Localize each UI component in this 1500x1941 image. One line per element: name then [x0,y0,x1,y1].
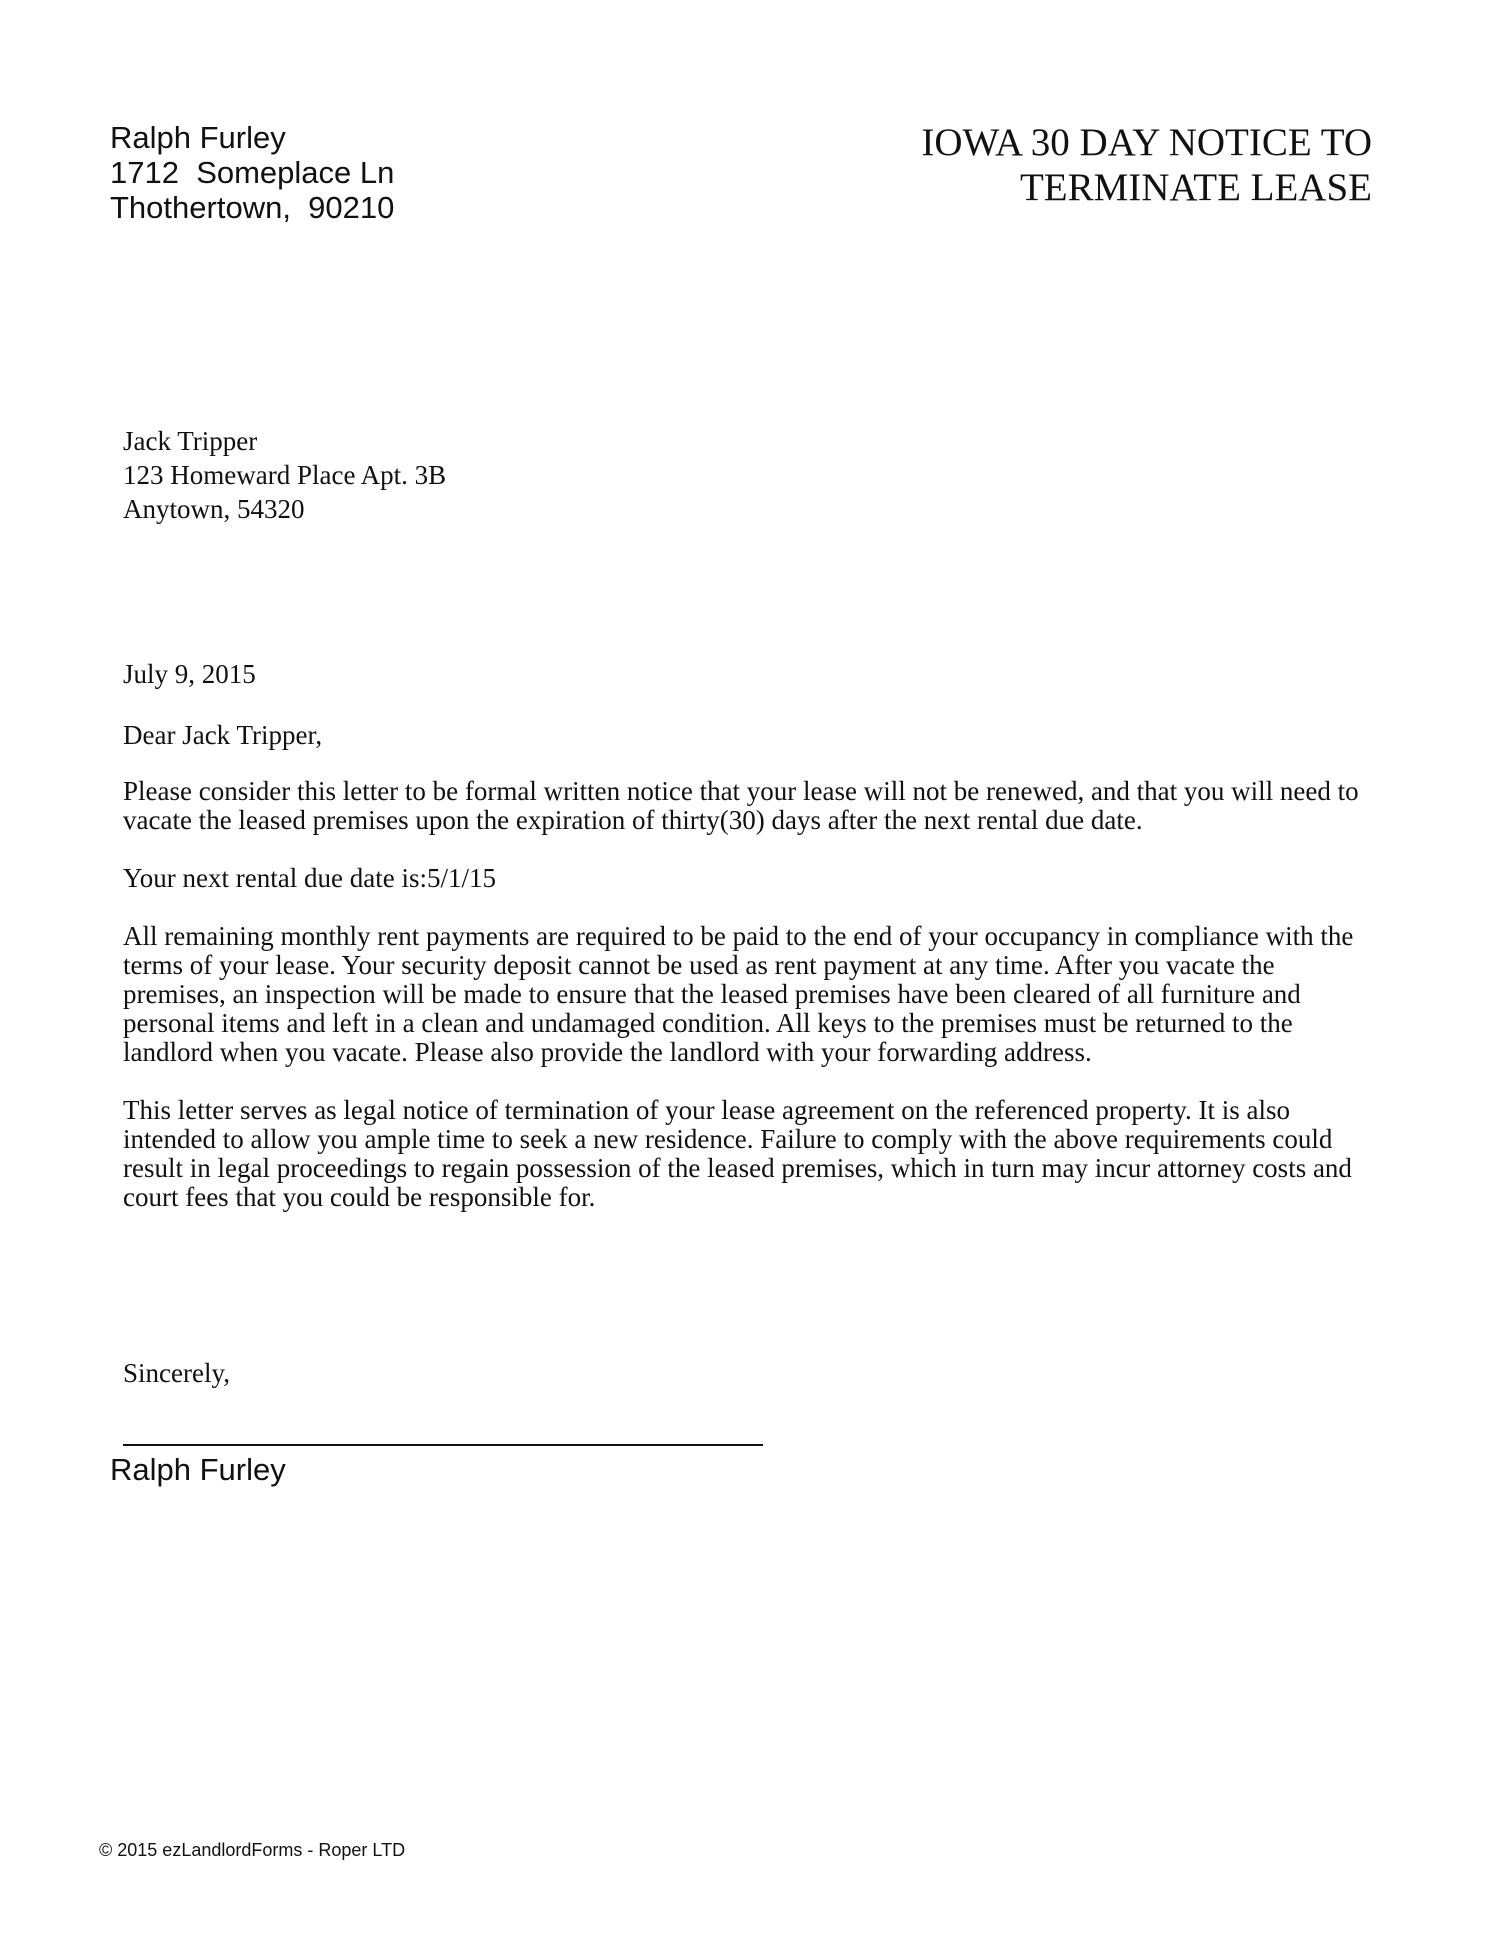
sender-address: 1712 Someplace Ln [110,155,395,190]
footer-copyright: © 2015 ezLandlordForms - Roper LTD [99,1840,406,1860]
recipient-city: Anytown, 54320 [123,494,305,524]
letter-body [123,660,1383,1241]
letter-closing: Sincerely, [123,1358,230,1388]
paragraph-notice: Please consider this letter to be formal written notice that your lease will not be renewed, and that you will need to vacate the leased premises upon the expiration of thirty(30) days after the next rental due date. [123,776,1359,835]
sender-name: Ralph Furley [110,120,286,155]
signature-line [123,1444,763,1446]
sender-block [110,120,394,225]
sender-city: Thothertown, 90210 [110,190,395,225]
paragraph-legal: This letter serves as legal notice of termination of your lease agreement on the referenced property. It is also intended to allow you ample time to seek a new residence. Failure to comply with the above requirements could result in legal proceedings to regain possession of the leased premises, which in turn may incur attorney costs and court fees that you could be responsible for. [123,1095,1352,1212]
letter-date: July 9, 2015 [123,659,256,689]
paragraph-terms: All remaining monthly rent payments are required to be paid to the end of your occupancy in compliance with the terms of your lease. Your security deposit cannot be used as rent payment at any time. After you vacate the premises, an inspection will be made to ensure that the leased premises have been cleared of all furniture and personal items and left in a clean and undamaged condition. All keys to the premises must be returned to the landlord when you vacate. Please also provide the landlord with your forwarding address. [123,921,1354,1067]
due-date-line: Your next rental due date is:5/1/15 [123,863,496,893]
recipient-name: Jack Tripper [123,426,258,456]
recipient-address: 123 Homeward Place Apt. 3B [123,460,447,490]
document-title-line-1: IOWA 30 DAY NOTICE TO [921,121,1372,164]
recipient-block [123,424,446,526]
signature-name: Ralph Furley [110,1452,286,1487]
document-title-line-2: TERMINATE LEASE [1019,166,1372,209]
document-title [672,120,1372,210]
letter-salutation: Dear Jack Tripper, [123,720,323,750]
